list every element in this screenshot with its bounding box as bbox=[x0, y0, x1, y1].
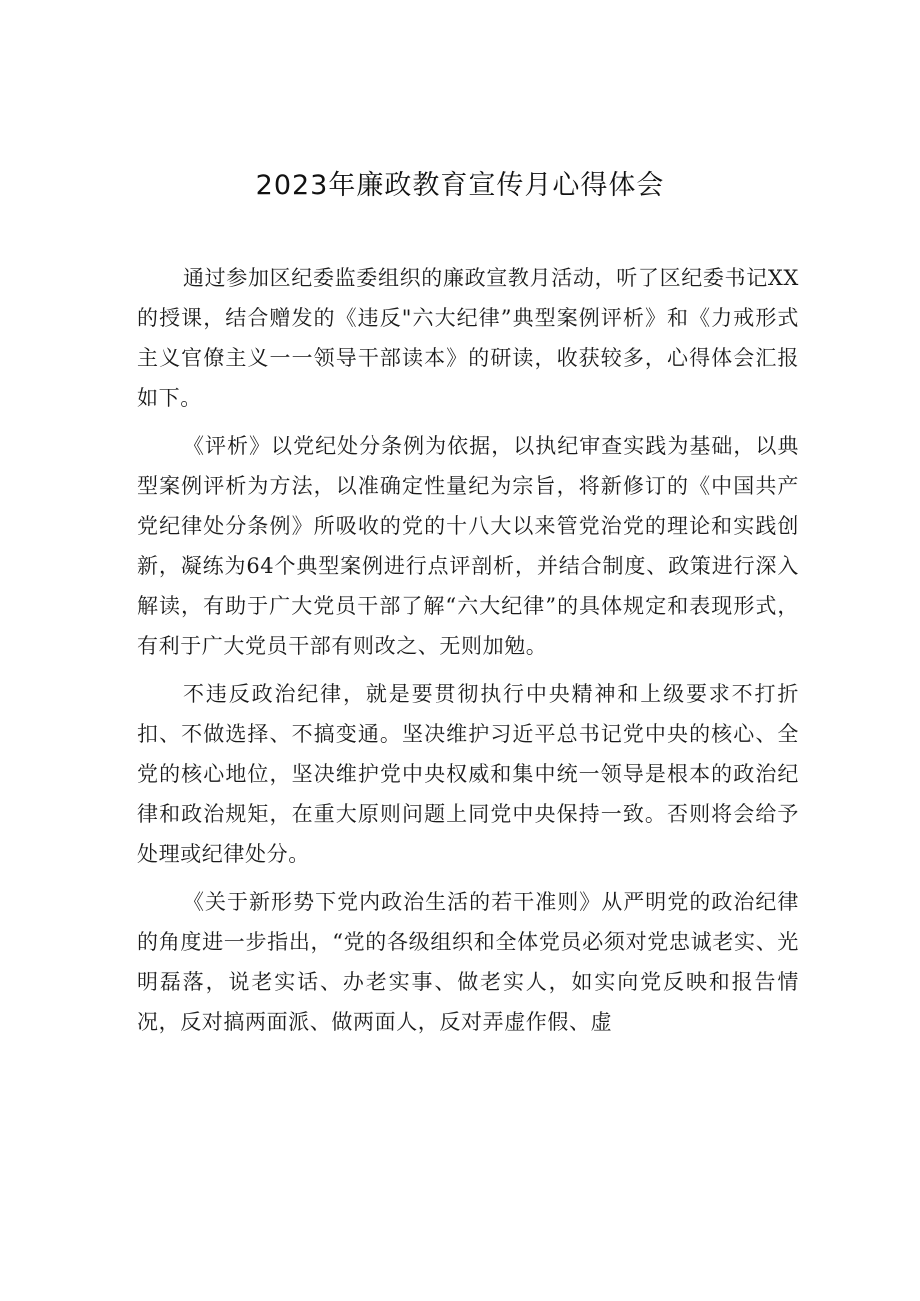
paragraph-1: 通过参加区纪委监委组织的廉政宣教月活动，听了区纪委书记XX的授课，结合赠发的《违反"六大纪律”典型案例评析》和《力戒形式主义官僚主义一一领导干部读本》的研读，收获较多，心得体会汇报如下。 bbox=[137, 266, 799, 410]
paragraph-2: 《评析》以党纪处分条例为依据，以执纪审查实践为基础，以典型案例评析为方法，以准确定性量纪为宗旨，将新修订的《中国共产党纪律处分条例》所吸收的党的十八大以来管党治党的理论和实践创新，凝练为64个典型案例进行点评剖析，并结合制度、政策进行深入解读，有助于广大党员干部了解“六大纪律”的具体规定和表现形式，有利于广大党员干部有则改之、无则加勉。 bbox=[137, 434, 799, 658]
document-title: 2023年廉政教育宣传月心得体会 bbox=[255, 170, 665, 201]
paragraph-3: 不违反政治纪律，就是要贯彻执行中央精神和上级要求不打折扣、不做选择、不搞变通。坚决维护习近平总书记党中央的核心、全党的核心地位，坚决维护党中央权威和集中统一领导是根本的政治纪律和政治规矩，在重大原则问题上同党中央保持一致。否则将会给予处理或纪律处分。 bbox=[137, 682, 799, 866]
document-body bbox=[137, 258, 799, 1050]
paragraph-4: 《关于新形势下党内政治生活的若干准则》从严明党的政治纪律的角度进一步指出，“党的各级组织和全体党员必须对党忠诚老实、光明磊落，说老实话、办老实事、做老实人，如实向党反映和报告情况，反对搞两面派、做两面人，反对弄虚作假、虚 bbox=[137, 890, 799, 1034]
